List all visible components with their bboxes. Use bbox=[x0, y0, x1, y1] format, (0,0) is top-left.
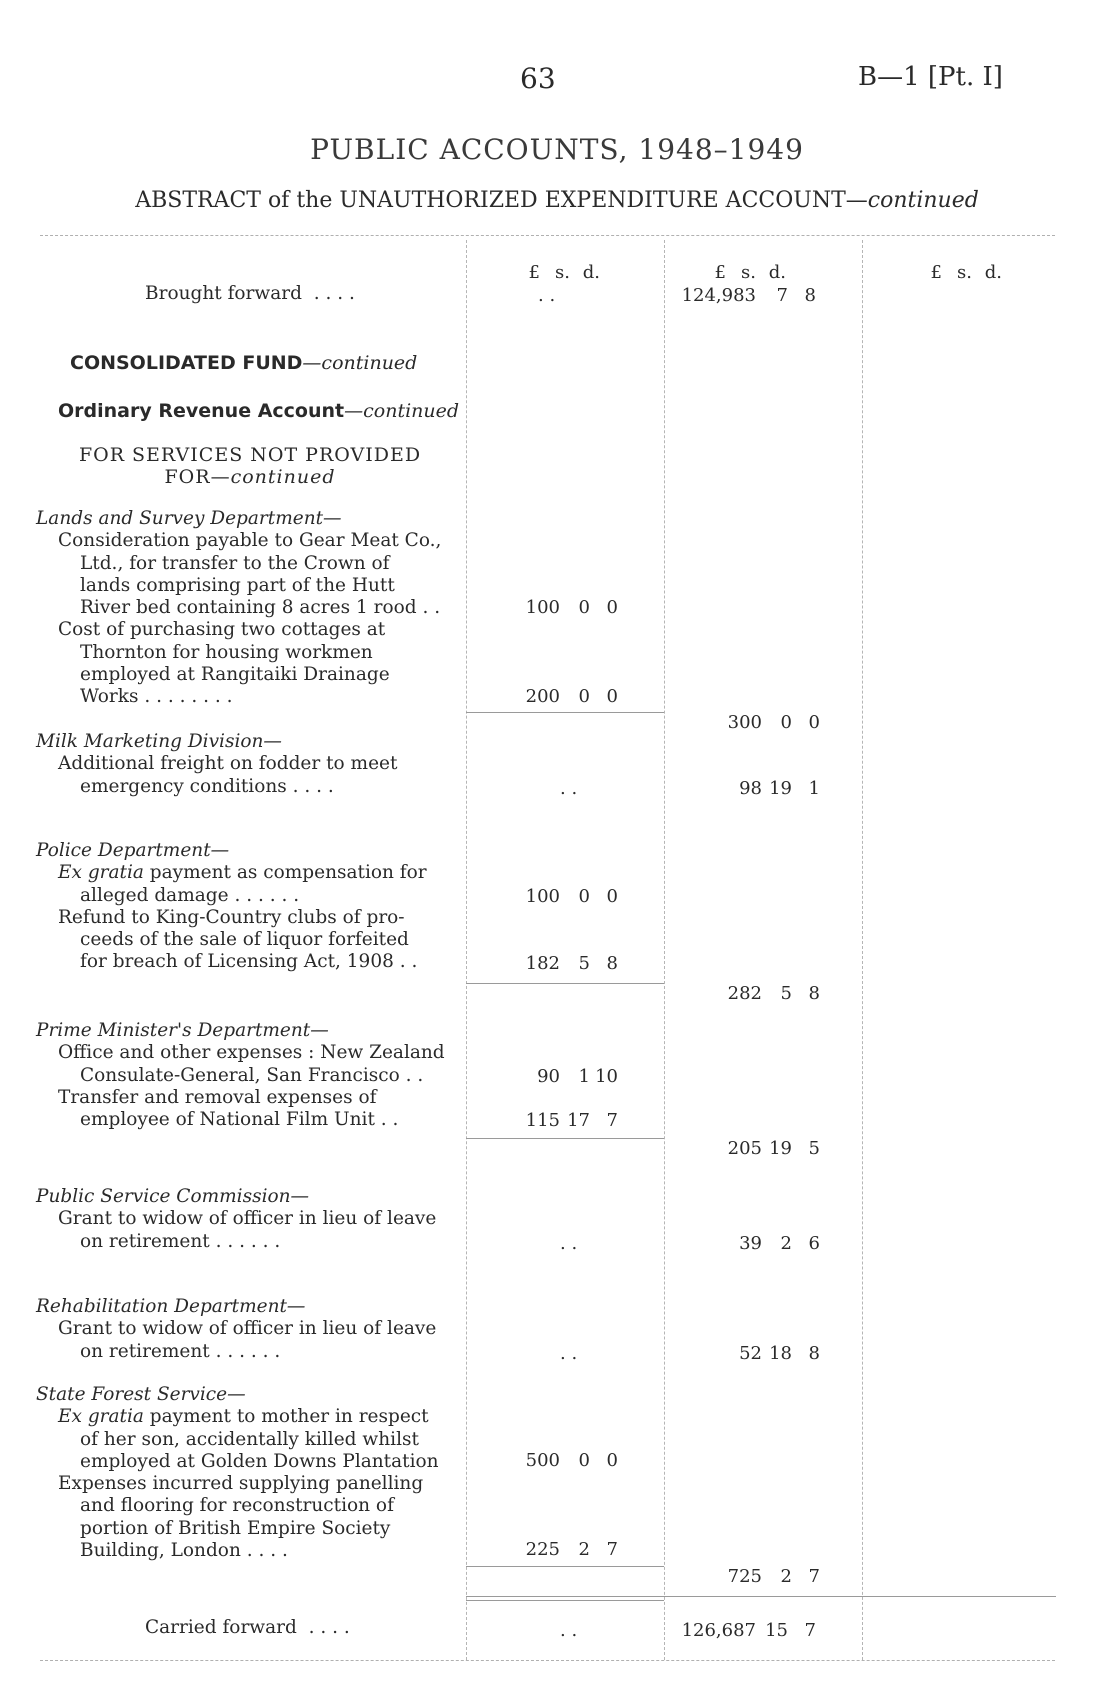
prime-total: 205 19 5 bbox=[727, 1138, 820, 1159]
prime-heading: Prime Minister's Department— bbox=[36, 1020, 329, 1041]
forest-heading: State Forest Service— bbox=[36, 1384, 246, 1405]
milk-section: Milk Marketing Division— Additional freight on fodder to meet emergency conditions . . . . bbox=[36, 731, 456, 798]
psc-col1: . . bbox=[560, 1233, 578, 1254]
lands-item2-amount: 200 0 0 bbox=[525, 686, 618, 707]
top-rule bbox=[40, 235, 1055, 236]
carried-forward-col1: . . bbox=[560, 1620, 578, 1641]
page-title: PUBLIC ACCOUNTS, 1948–1949 bbox=[310, 133, 804, 166]
police-subtotal-rule bbox=[466, 983, 664, 984]
col3-header: £ s. d. bbox=[930, 262, 1002, 283]
milk-col1: . . bbox=[560, 778, 578, 799]
prime-section: Prime Minister's Department— Office and other expenses : New Zealand Consulate-General, San Francisco . . Transfer and removal expenses of employee of National Film Unit . . bbox=[36, 1020, 456, 1131]
prime-subtotal-rule bbox=[466, 1138, 664, 1139]
bottom-rule bbox=[40, 1660, 1055, 1661]
carried-forward-label: Carried forward . . . . bbox=[145, 1617, 350, 1638]
prime-item2-amount: 115 17 7 bbox=[525, 1110, 618, 1131]
police-item2-amount: 182 5 8 bbox=[525, 953, 618, 974]
rehab-heading: Rehabilitation Department— bbox=[36, 1296, 306, 1317]
lands-heading: Lands and Survey Department— bbox=[36, 508, 342, 529]
police-total: 282 5 8 bbox=[727, 983, 820, 1004]
page-subtitle: ABSTRACT of the UNAUTHORIZED EXPENDITURE ACCOUNT—continued bbox=[135, 188, 979, 213]
milk-total: 98 19 1 bbox=[739, 778, 820, 799]
brought-forward-col1: . . bbox=[538, 285, 556, 306]
psc-heading: Public Service Commission— bbox=[36, 1186, 310, 1207]
forest-item2-amount: 225 2 7 bbox=[525, 1539, 618, 1560]
page-number: 63 bbox=[520, 62, 556, 95]
column-divider-3 bbox=[862, 240, 863, 1660]
column-divider-2 bbox=[664, 240, 665, 1660]
col1-header: £ s. d. bbox=[528, 262, 600, 283]
forest-item1-amount: 500 0 0 bbox=[525, 1450, 618, 1471]
carried-forward-rule-top bbox=[466, 1596, 1056, 1597]
rehab-total: 52 18 8 bbox=[739, 1343, 820, 1364]
police-heading: Police Department— bbox=[36, 840, 230, 861]
forest-total: 725 2 7 bbox=[727, 1566, 820, 1587]
services-heading: FOR SERVICES NOT PROVIDED FOR—continued bbox=[78, 444, 422, 489]
lands-total: 300 0 0 bbox=[727, 712, 820, 733]
psc-total: 39 2 6 bbox=[739, 1233, 820, 1254]
rehab-col1: . . bbox=[560, 1343, 578, 1364]
carried-forward-rule-double bbox=[466, 1600, 664, 1601]
brought-forward-label: Brought forward . . . . bbox=[145, 283, 355, 304]
lands-subtotal-rule bbox=[466, 712, 664, 713]
account-heading: Ordinary Revenue Account—continued bbox=[58, 400, 460, 422]
police-section: Police Department— Ex gratia payment as compensation for alleged damage . . . . . . Refund to King-Country clubs of pro- ceeds of the sale of liquor forfeited for breach of Licensing Act, 1908 . . bbox=[36, 840, 456, 974]
brought-forward-amount: 124,983 7 8 bbox=[681, 285, 816, 306]
lands-item1-amount: 100 0 0 bbox=[525, 597, 618, 618]
document-reference: B—1 [Pt. I] bbox=[858, 62, 1003, 92]
column-divider-1 bbox=[466, 240, 467, 1660]
forest-section: State Forest Service— Ex gratia payment to mother in respect of her son, accidentally killed whilst employed at Golden Downs Plantation Expenses incurred supplying panelling and flooring for reconstruction of portion of British Empire Society Building, London . . . . bbox=[36, 1384, 456, 1562]
psc-section: Public Service Commission— Grant to widow of officer in lieu of leave on retirement . . . . . . bbox=[36, 1186, 456, 1253]
milk-heading: Milk Marketing Division— bbox=[36, 731, 282, 752]
prime-item1-amount: 90 1 10 bbox=[537, 1066, 618, 1087]
carried-forward-amount: 126,687 15 7 bbox=[681, 1620, 816, 1641]
col2-header: £ s. d. bbox=[714, 262, 786, 283]
rehab-section: Rehabilitation Department— Grant to widow of officer in lieu of leave on retirement . . . . . . bbox=[36, 1296, 456, 1363]
police-item1-amount: 100 0 0 bbox=[525, 886, 618, 907]
fund-heading: CONSOLIDATED FUND—continued bbox=[70, 352, 418, 374]
lands-section: Lands and Survey Department— Consideration payable to Gear Meat Co., Ltd., for transfer to the Crown of lands comprising part of the Hutt River bed containing 8 acres 1 rood . . Cost of purchasing two cottages at Thornton for housing workmen employed at Rangitaiki Drainage Works . . . . . . . . bbox=[36, 508, 456, 709]
forest-subtotal-rule bbox=[466, 1566, 664, 1567]
